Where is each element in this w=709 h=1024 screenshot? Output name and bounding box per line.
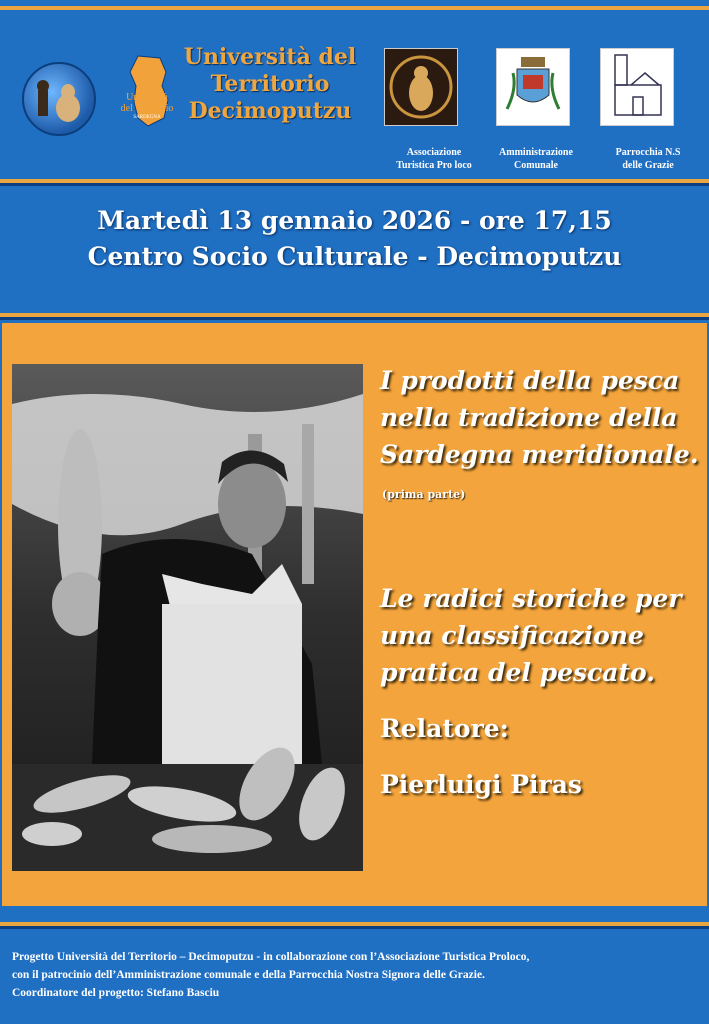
topic-line: una classificazione [380, 621, 644, 650]
footer-divider-shadow [0, 926, 709, 929]
municipal-crest-icon [496, 48, 570, 126]
heritage-logo-icon [22, 62, 96, 136]
speaker-label: Relatore: [380, 714, 509, 743]
partner-label-parrocchia [598, 146, 698, 172]
top-rule [0, 6, 709, 10]
topic-line: nella tradizione della [380, 403, 678, 432]
footer-line: Coordinatore del progetto: Stefano Basciu [12, 987, 220, 999]
event-date-line: Martedì 13 gennaio 2026 - ore 17,15 [97, 206, 612, 235]
logo-text-line: SARDEGNA [133, 115, 161, 120]
speaker-name: Pierluigi Piras [380, 770, 582, 799]
title-line: Territorio [210, 71, 330, 97]
topic-part-note: (prima parte) [382, 488, 466, 501]
event-divider-shadow [0, 317, 709, 320]
partner-label-line: Parrocchia N.S [615, 147, 681, 158]
fisherman-photo [12, 364, 363, 871]
event-venue-line: Centro Socio Culturale - Decimoputzu [87, 242, 622, 271]
topic-line: Sardegna meridionale. [380, 440, 699, 469]
church-drawing-icon [600, 48, 674, 126]
topic-title-primary [380, 362, 700, 473]
topic-line: I prodotti della pesca [380, 366, 680, 395]
logo-text-line: del Territorio [120, 103, 174, 114]
partner-label-proloco [384, 146, 484, 172]
topic-title-secondary [380, 580, 700, 691]
logo-text-line: Università [126, 92, 168, 103]
title-line: Università del [183, 44, 357, 70]
topic-line: pratica del pescato. [380, 658, 655, 687]
sardinia-university-logo [108, 52, 186, 130]
partner-label-line: delle Grazie [622, 160, 674, 171]
footer-line: Progetto Università del Territorio – Decimoputzu - in collaborazione con l’Associazione Turistica Proloco, [12, 951, 530, 963]
university-title [180, 44, 360, 125]
partner-label-line: Associazione [406, 147, 462, 158]
title-line: Decimoputzu [188, 98, 352, 124]
topic-line: Le radici storiche per [380, 584, 682, 613]
proloco-logo-icon [384, 48, 458, 126]
partner-label-comune [486, 146, 586, 172]
footer-credits [12, 948, 697, 1002]
header-divider-shadow [0, 183, 709, 186]
partner-label-line: Turistica Pro loco [396, 160, 472, 171]
partner-label-line: Comunale [514, 160, 558, 171]
partner-label-line: Amministrazione [499, 147, 573, 158]
footer-line: con il patrocinio dell’Amministrazione comunale e della Parrocchia Nostra Signora delle Grazie. [12, 969, 485, 981]
